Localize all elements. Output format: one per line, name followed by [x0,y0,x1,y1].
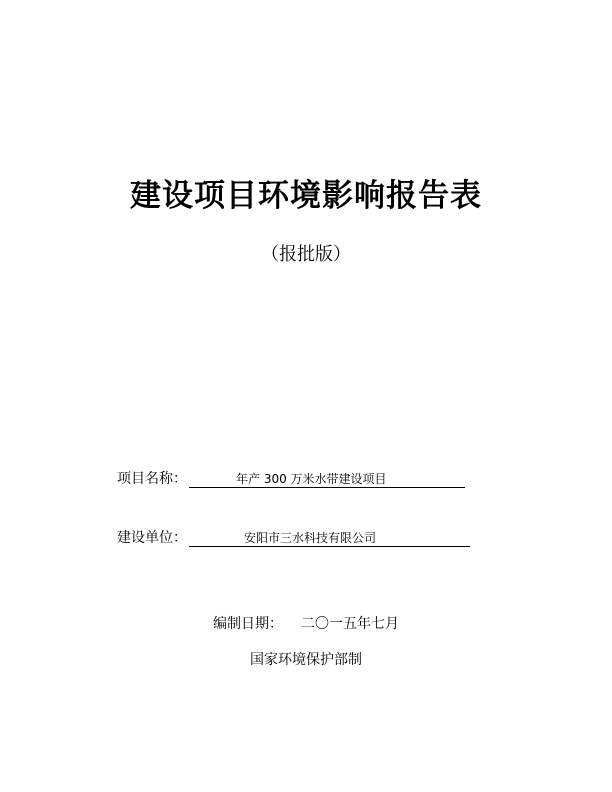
construction-unit-underline [189,528,470,547]
compile-date [0,615,612,633]
project-name-label: 项目名称： [117,471,187,487]
project-name-value: 年产 300 万米水带建设项目 [236,472,387,486]
project-name-field [117,468,465,488]
report-subtitle: （报批版） [261,244,351,265]
report-title: 建设项目环境影响报告表 [130,178,482,214]
construction-unit-label: 建设单位： [117,530,187,546]
issuing-authority: 国家环境保护部制 [250,652,362,668]
construction-unit-value: 安阳市三水科技有限公司 [244,531,377,545]
project-name-underline [189,469,465,488]
construction-unit-field [117,527,470,547]
compile-date-label: 编制日期： [213,616,283,632]
compile-date-value: 二〇一五年七月 [301,616,399,632]
